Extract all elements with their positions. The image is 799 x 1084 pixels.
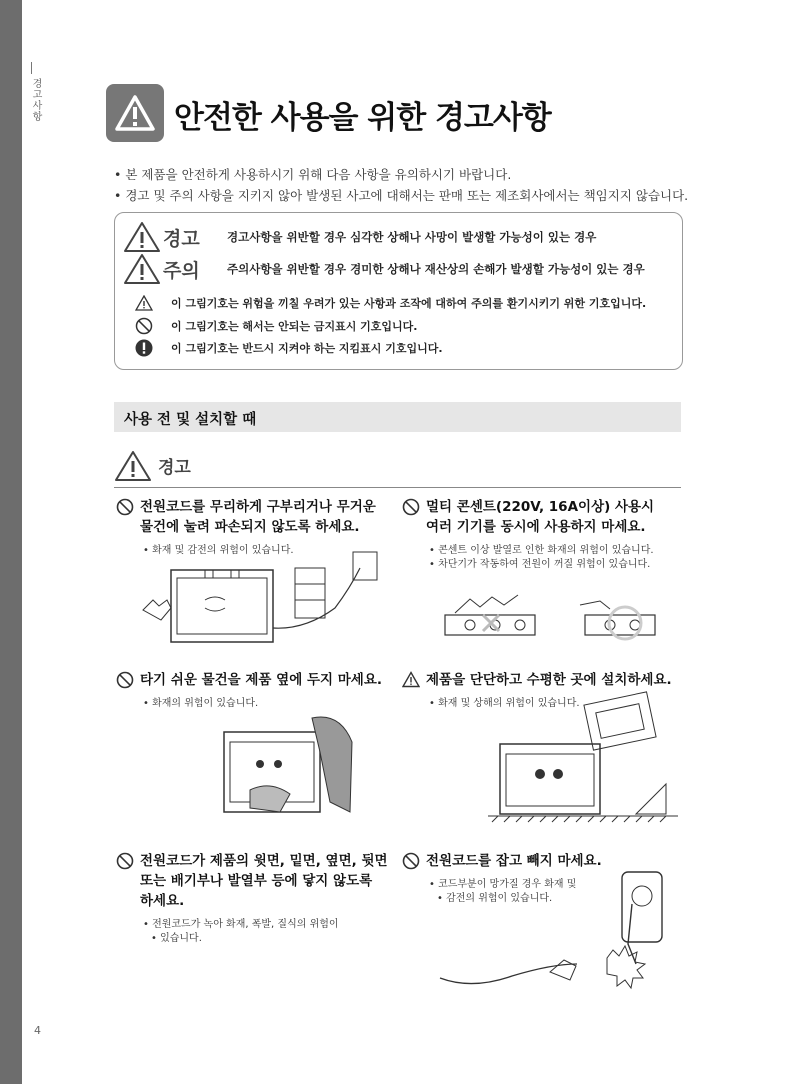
divider	[114, 487, 681, 488]
multi-outlet-illustration	[435, 585, 665, 645]
item-note-continued: • 감전의 위험이 있습니다.	[429, 892, 692, 906]
warning-triangle-icon	[106, 84, 164, 142]
intro-line: • 경고 및 주의 사항을 지키지 않아 발생된 사고에 대해서는 판매 또는 제조회사에서는 책임지지 않습니다.	[114, 185, 688, 206]
legend-symbol-desc: 이 그림기호는 위험을 끼칠 우려가 있는 사항과 조작에 대하여 주의를 환기시키기 위한 기호입니다.	[171, 297, 647, 310]
warning-triangle-icon	[114, 450, 152, 482]
prohibit-icon	[402, 498, 420, 516]
item-note: • 콘센트 이상 발열로 인한 화재의 위험이 있습니다.	[429, 544, 692, 558]
item-title-line: 제품을 단단하고 수평한 곳에 설치하세요.	[426, 672, 672, 688]
page-number: 4	[34, 1024, 41, 1037]
legend-symbol-row	[135, 317, 417, 335]
section-header	[114, 402, 681, 432]
item-title-line: 타기 쉬운 물건을 제품 옆에 두지 마세요.	[140, 672, 382, 688]
legend-caution-desc: 주의사항을 위반할 경우 경미한 상해나 재산상의 손해가 발생할 가능성이 있는 경우	[227, 262, 645, 276]
item-note: • 화재의 위험이 있습니다.	[143, 697, 396, 711]
intro-notes	[114, 164, 688, 206]
warning-label: 경고	[158, 458, 191, 478]
prohibit-icon	[135, 317, 153, 335]
warning-heading	[114, 450, 191, 482]
item-title-line: 전원코드를 무리하게 구부리거나 무거운	[140, 499, 376, 515]
item-title-line: 전원코드가 제품의 윗면, 밑면, 옆면, 뒷면	[140, 853, 388, 869]
item-title-line: 또는 배기부나 발열부 등에 닿지 않도록	[140, 873, 373, 889]
item-title-line: 여러 기기를 동시에 사용하지 마세요.	[426, 519, 646, 535]
item-note: • 화재 및 상해의 위험이 있습니다.	[429, 697, 692, 711]
warning-triangle-icon	[123, 221, 161, 253]
legend-caution-word: 주의	[163, 259, 200, 282]
legend-symbol-desc: 이 그림기호는 해서는 안되는 금지표시 기호입니다.	[171, 320, 418, 333]
item-title-line: 물건에 눌려 파손되지 않도록 하세요.	[140, 519, 360, 535]
legend-warning-row	[123, 221, 596, 253]
caution-triangle-icon	[123, 253, 161, 285]
prohibit-icon	[402, 852, 420, 870]
warning-item	[116, 851, 396, 946]
curtain-illustration	[220, 712, 360, 822]
legend-warning-desc: 경고사항을 위반할 경우 심각한 상해나 사망이 발생할 가능성이 있는 경우	[227, 230, 597, 244]
prohibit-icon	[116, 671, 134, 689]
caution-icon	[135, 295, 153, 311]
section-tick	[31, 62, 32, 74]
section-title: 사용 전 및 설치할 때	[124, 412, 257, 428]
item-note: • 코드부분이 망가질 경우 화재 및	[429, 878, 692, 892]
item-note: • 화재 및 감전의 위험이 있습니다.	[143, 544, 396, 558]
symbol-legend	[114, 212, 683, 370]
unplug-cord-illustration	[432, 868, 672, 1008]
item-note: • 차단기가 작동하여 전원이 꺼질 위험이 있습니다.	[429, 558, 692, 572]
caution-icon	[402, 671, 420, 688]
oven-cord-illustration	[135, 548, 385, 648]
item-title-line: 멀티 콘센트(220V, 16A이상) 사용시	[426, 499, 655, 515]
item-note: • 전원코드가 녹아 화재, 폭발, 질식의 위험이	[143, 918, 396, 932]
prohibit-icon	[116, 498, 134, 516]
sidebar-strip	[0, 0, 22, 1084]
warning-item	[402, 497, 692, 572]
mandatory-icon	[135, 339, 153, 357]
warning-item	[116, 670, 396, 711]
page-title: 안전한 사용을 위한 경고사항	[174, 100, 551, 136]
legend-warning-word: 경고	[163, 227, 200, 250]
item-note-continued: • 있습니다.	[143, 932, 396, 946]
item-title-line: 하세요.	[140, 893, 185, 909]
level-install-illustration	[488, 688, 678, 828]
legend-symbol-desc: 이 그림기호는 반드시 지켜야 하는 지킴표시 기호입니다.	[171, 342, 443, 355]
item-title-line: 전원코드를 잡고 빼지 마세요.	[426, 853, 602, 869]
legend-caution-row	[123, 253, 645, 285]
intro-line: • 본 제품을 안전하게 사용하시기 위해 다음 사항을 유의하시기 바랍니다.	[114, 164, 688, 185]
legend-symbol-row	[135, 339, 443, 357]
prohibit-icon	[116, 852, 134, 870]
legend-symbol-row	[135, 295, 646, 311]
section-label: 경고사항	[30, 78, 41, 122]
